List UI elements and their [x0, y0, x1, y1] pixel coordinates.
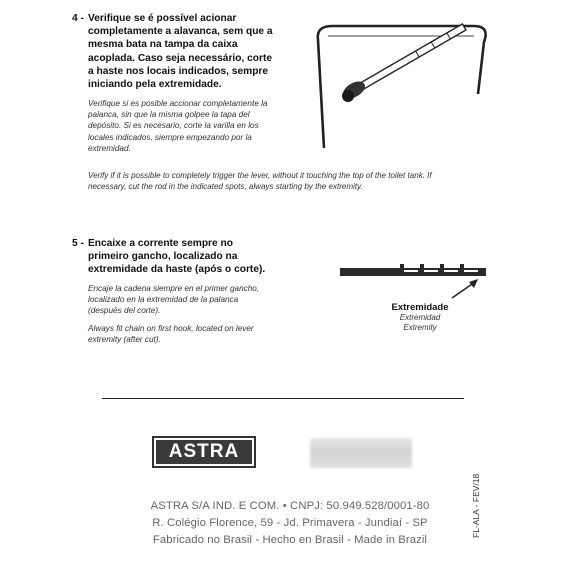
tank-outline — [318, 26, 486, 148]
step-4-es-line: Verifique si es posible accionar completamente la — [88, 99, 268, 108]
step-5-pt-line: Encaixe a corrente sempre no — [88, 238, 233, 249]
step-5-english — [88, 323, 254, 345]
step-4-pt-line: acoplada. Caso seja necessário, corte — [88, 52, 273, 64]
lever-rod — [360, 24, 466, 89]
step-4-es-line: palanca, sin que la misma golpee la tapa del — [88, 110, 250, 120]
redacted-area — [310, 438, 412, 468]
step-5-es-line: Encaje la cadena siempre en el primer gancho, — [88, 284, 260, 293]
step-5-spanish — [88, 283, 259, 317]
footer-origin-line: Fabricado no Brasil - Hecho en Brasil - Made in Brazil — [152, 534, 428, 546]
astra-logo-text: ASTRA — [156, 440, 252, 464]
step-5-en-line: Always fit chain on first hook, located on lever — [88, 324, 254, 333]
section-divider — [102, 398, 464, 399]
extremity-label-pt: Extremidade — [391, 302, 449, 313]
rod-extremity-illustration — [336, 258, 492, 304]
extremity-label-es: Extremidad — [399, 313, 441, 322]
step-4-pt-line: iniciando pela extremidade. — [88, 79, 222, 91]
arrow-icon — [452, 279, 478, 298]
tank-lever-illustration — [306, 14, 488, 150]
step-4-en-line: Verify if it is possible to completely trigger the lever, without it touching the top of the toilet tank. If — [88, 171, 432, 180]
step-4-es-line: locales indicados, siempre empezando por la — [88, 132, 252, 142]
step-4-pt-line: completamente a alavanca, sem que a — [88, 26, 273, 38]
step-5-es-line: localizado en la extremidad de la palanca — [88, 295, 239, 305]
step-5-pt-line: extremidade da haste (após o corte). — [88, 264, 266, 276]
step-5-number: 5 - — [72, 238, 84, 249]
footer-address-line: R. Colégio Florence, 59 - Jd. Primavera - Jundiaí - SP — [152, 517, 428, 529]
extremity-label-en: Extremity — [403, 323, 437, 332]
step-4-spanish — [88, 98, 267, 154]
step-4-en-line: necessary, cut the rod in the indicated spots, always starting by the extremity. — [88, 182, 363, 192]
step-4-pt-line: Verifique se é possível acionar — [88, 13, 237, 24]
step-4-pt-line: a haste nos locais indicados, sempre — [88, 65, 269, 77]
step-5-portuguese — [72, 237, 265, 277]
step-4-pt-line: mesma bata na tampa da caixa — [88, 39, 238, 51]
step-5-es-line: (después del corte). — [88, 306, 161, 316]
step-4-es-line: extremidad. — [88, 143, 131, 153]
step-4-portuguese — [72, 12, 273, 91]
step-4-number: 4 - — [72, 13, 84, 24]
step-4-es-line: depósito. Si es necesario, corte la varilla en los — [88, 121, 259, 131]
footer-company-line: ASTRA S/A IND. E COM. • CNPJ: 50.949.528/0001-80 — [150, 500, 430, 512]
step-5-pt-line: primeiro gancho, localizado na — [88, 251, 238, 263]
step-4-english — [88, 170, 432, 192]
astra-logo — [152, 436, 256, 468]
step-5-en-line: extremity (after cut). — [88, 335, 161, 345]
document-code: FL-ALA - FEV/18 — [471, 473, 481, 538]
